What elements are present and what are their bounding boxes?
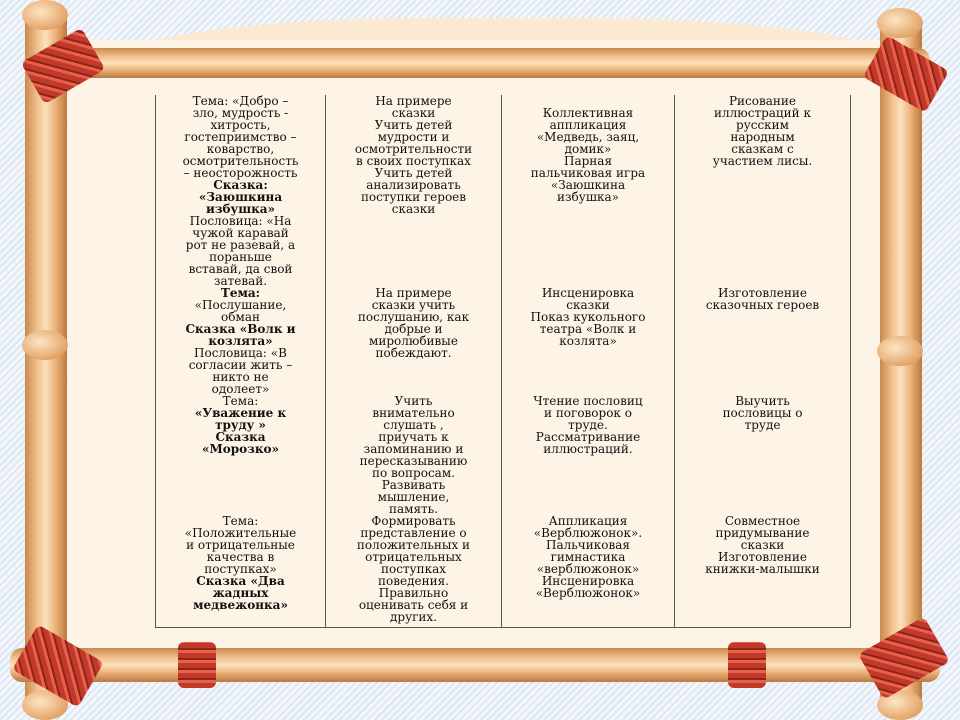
cell-line: Рассматривание <box>535 430 641 444</box>
cell-line: козлята» <box>559 334 617 348</box>
cell-line: Учить детей <box>374 118 453 132</box>
table-cell-col2 <box>326 287 502 395</box>
cell-line: Выучить <box>735 394 790 408</box>
cell-line: труде. <box>568 418 608 432</box>
cell-line: «Заюшкина <box>550 178 626 192</box>
cell-line: Изготовление <box>718 286 807 300</box>
table-cell-col4 <box>675 515 851 628</box>
cell-line: осмотрительность <box>182 154 299 168</box>
cell-line: миролюбивые <box>369 334 458 348</box>
cell-line: поступки героев <box>360 190 467 204</box>
cell-line: согласии жить – <box>188 358 293 372</box>
table-row <box>156 95 851 287</box>
cell-line: Инсценировка <box>541 286 635 300</box>
frame-knob <box>877 336 923 366</box>
table-cell-col3 <box>502 395 675 515</box>
cell-line: Учить детей <box>374 166 453 180</box>
cell-line: память. <box>388 502 439 516</box>
cell-line: Сказка «Два <box>196 574 285 588</box>
cell-line: «Положительные <box>184 526 297 540</box>
cell-line: Инсценировка <box>541 574 635 588</box>
cell-line: приучать к <box>378 430 449 444</box>
cell-line: гимнастика <box>550 550 626 564</box>
cell-line: пальчиковая игра <box>530 166 646 180</box>
cell-line: сказки <box>740 538 785 552</box>
table-cell-col1 <box>156 515 326 628</box>
table-cell-col4 <box>675 95 851 287</box>
cell-line: книжки-малышки <box>705 562 820 576</box>
cell-line: На примере <box>375 94 452 108</box>
cell-line: Парная <box>563 154 613 168</box>
table-cell-col2 <box>326 95 502 287</box>
cell-line: в своих поступках <box>356 154 471 168</box>
cell-line: качества в <box>206 550 275 564</box>
frame-knob <box>22 330 68 360</box>
cell-line: рот не разевай, а <box>185 238 296 252</box>
cell-line: Совместное <box>724 514 801 528</box>
cell-line: слушать , <box>383 418 444 432</box>
cell-line: никто не <box>212 370 269 384</box>
cell-line: сказки <box>566 298 610 312</box>
cell-line: Сказка <box>215 430 266 444</box>
cell-line: Чтение пословиц <box>533 394 643 408</box>
cell-line: затевай. <box>213 274 268 288</box>
cell-line: «верблюжонок» <box>536 562 640 576</box>
cell-line: и отрицательные <box>186 538 295 552</box>
frame-bottom-pole <box>10 648 940 682</box>
cell-line: зло, мудрость - <box>192 106 289 120</box>
cell-line: оценивать себя и <box>358 598 469 612</box>
cell-line: вставай, да свой <box>188 262 293 276</box>
frame-knob <box>22 0 68 30</box>
cell-line: Тема: <box>222 514 259 528</box>
cell-line: Формировать <box>371 514 456 528</box>
cell-line: пересказыванию <box>359 454 468 468</box>
cell-line: чужой каравай <box>192 226 289 240</box>
cell-line: анализировать <box>366 178 461 192</box>
cell-line: медвежонка» <box>193 598 288 612</box>
cell-line: гостеприимство – <box>184 130 297 144</box>
cell-line: Тема: <box>222 394 259 408</box>
table-cell-col1 <box>156 287 326 395</box>
cell-line: сказки <box>391 202 436 216</box>
cell-line: и поговорок о <box>544 406 632 420</box>
table-cell-col4 <box>675 395 851 515</box>
table-row <box>156 515 851 628</box>
lesson-plan-table <box>155 95 851 628</box>
cell-line: Рисование <box>728 94 797 108</box>
cell-line: поведения. <box>378 574 449 588</box>
cell-line: труду » <box>215 418 266 432</box>
cell-line: мудрости и <box>377 130 450 144</box>
cell-line: «Медведь, заяц, <box>536 130 640 144</box>
cell-line: «Морозко» <box>201 442 279 456</box>
cell-line: «Послушание, <box>194 298 287 312</box>
table-row <box>156 287 851 395</box>
cell-line: послушанию, как <box>357 310 470 324</box>
cell-line: Изготовление <box>718 550 807 564</box>
table-cell-col3 <box>502 287 675 395</box>
cell-line: пораньше <box>209 250 272 264</box>
cell-line: представление о <box>360 526 467 540</box>
cell-line: избушка» <box>557 190 619 204</box>
cell-line: других. <box>390 610 437 624</box>
cell-line: Пословица: «На <box>189 214 292 228</box>
rope-tie <box>728 642 766 688</box>
cell-line: коварство, <box>206 142 275 156</box>
cell-line: Тема: «Добро – <box>192 94 289 108</box>
cell-line: жадных <box>212 586 269 600</box>
cell-line: хитрость, <box>210 118 271 132</box>
table-cell-col1 <box>156 395 326 515</box>
cell-line: «Верблюжонок» <box>535 586 641 600</box>
cell-line: участием лисы. <box>712 154 813 168</box>
cell-line: Тема: <box>220 286 261 300</box>
cell-line: сказочных героев <box>705 298 820 312</box>
cell-line: внимательно <box>372 406 455 420</box>
cell-line: побеждают. <box>375 346 452 360</box>
cell-line: сказки учить <box>371 298 456 312</box>
cell-line: поступках <box>380 562 447 576</box>
cell-line: «Заюшкина <box>198 190 283 204</box>
table-cell-col1 <box>156 95 326 287</box>
table-cell-col4 <box>675 287 851 395</box>
cell-line: положительных и <box>356 538 471 552</box>
cell-line: пословицы о <box>722 406 803 420</box>
frame-top-pole <box>60 48 930 78</box>
cell-line: Правильно <box>378 586 449 600</box>
cell-line: иллюстраций к <box>714 106 811 120</box>
table-cell-col3 <box>502 515 675 628</box>
cell-line: обман <box>221 310 260 324</box>
cell-line: осмотрительности <box>354 142 473 156</box>
cell-line: сказкам с <box>731 142 794 156</box>
cell-line: домик» <box>564 142 612 156</box>
cell-line: Сказка «Волк и <box>185 322 296 336</box>
table-row <box>156 395 851 515</box>
cell-line: Пальчиковая <box>546 538 630 552</box>
cell-line: – неосторожность <box>183 166 298 180</box>
cell-line: поступках» <box>204 562 277 576</box>
cell-line: одолеет» <box>211 382 270 396</box>
table-cell-col3 <box>502 95 675 287</box>
cell-line: иллюстраций. <box>543 442 633 456</box>
cell-line: Коллективная <box>542 106 634 120</box>
frame-knob <box>877 8 923 38</box>
cell-line: Аппликация <box>548 514 628 528</box>
cell-line: труде <box>744 418 781 432</box>
rope-tie <box>178 642 216 688</box>
cell-line: по вопросам. <box>372 466 455 480</box>
cell-line: избушка» <box>205 202 276 216</box>
cell-line: Развивать <box>381 478 446 492</box>
cell-line: театра «Волк и <box>539 322 637 336</box>
cell-line: аппликация <box>549 118 627 132</box>
cell-line: добрые и <box>384 322 443 336</box>
cell-line: козлята» <box>208 334 273 348</box>
cell-line: Учить <box>394 394 433 408</box>
cell-line: запоминанию и <box>363 442 464 456</box>
cell-line: Пословица: «В <box>194 346 287 360</box>
cell-line: На примере <box>375 286 452 300</box>
cell-line: отрицательных <box>365 550 462 564</box>
cell-line: «Верблюжонок». <box>533 526 643 540</box>
frame-left-pole <box>25 8 67 713</box>
cell-line: народным <box>730 130 795 144</box>
cell-line: Показ кукольного <box>530 310 646 324</box>
cell-line: Сказка: <box>213 178 268 192</box>
cell-line: придумывание <box>715 526 810 540</box>
table-cell-col2 <box>326 515 502 628</box>
cell-line: русским <box>735 118 789 132</box>
cell-line: сказки <box>391 106 436 120</box>
table-cell-col2 <box>326 395 502 515</box>
cell-line: мышление, <box>377 490 450 504</box>
cell-line: «Уважение к <box>194 406 287 420</box>
